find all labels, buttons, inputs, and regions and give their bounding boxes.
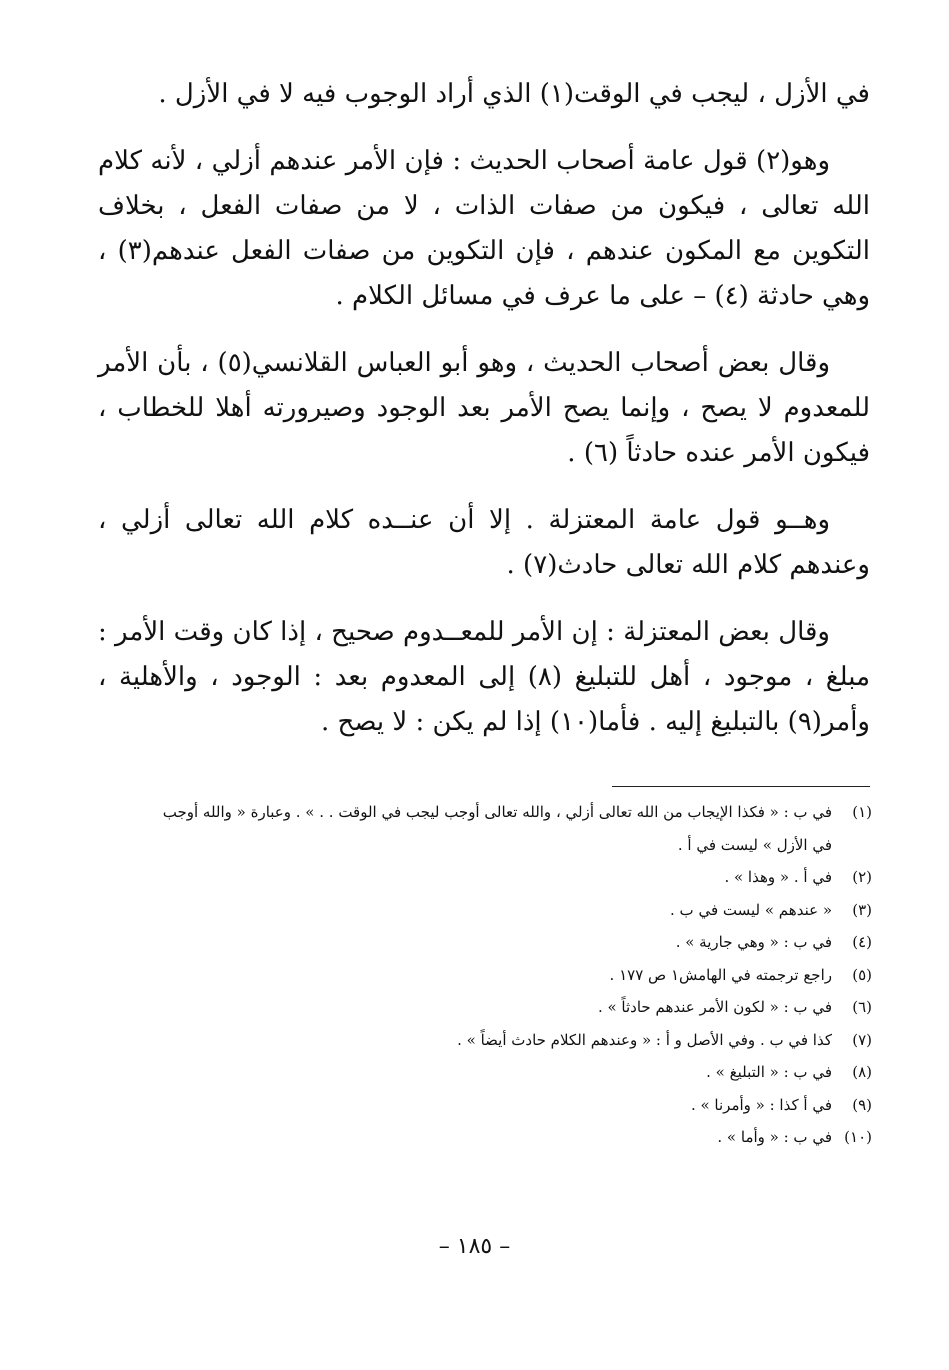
footnote-1-continued <box>92 829 872 862</box>
footnote-number: (١) <box>852 803 872 821</box>
footnote-text: في ب : « وهي جارية » . <box>675 933 832 951</box>
paragraph-1: في الأزل ، ليجب في الوقت(١) الذي أراد الوجوب فيه لا في الأزل . <box>158 79 870 109</box>
paragraph-3: وقال بعض أصحاب الحديث ، وهو أبو العباس القلانسي(٥) ، بأن الأمر للمعدوم لا يصح ، وإنما يصح الأمر بعد الوجود وصيرورته أهلا للخطاب ، فيكون الأمر عنده حادثاً (٦) . <box>98 348 870 468</box>
footnote-text: راجع ترجمته في الهامش١ ص ١٧٧ . <box>609 965 832 984</box>
footnote-2 <box>92 861 872 894</box>
footnote-number: (٨) <box>852 1063 872 1081</box>
footnote-text: في ب : « لكون الأمر عندهم حادثاً » . <box>597 998 832 1016</box>
footnote-text: في ب : « فكذا الإيجاب من الله تعالى أزلي ، والله تعالى أوجب ليجب في الوقت . . » . وعبارة « والله أوجب <box>162 803 832 821</box>
footnote-text: في أ . « وهذا » . <box>724 868 832 886</box>
footnote-number: (٧) <box>852 1030 872 1049</box>
footnote-10 <box>92 1121 872 1154</box>
footnote-8 <box>92 1056 872 1089</box>
footnote-6 <box>92 991 872 1024</box>
footnote-number: (٣) <box>852 900 872 919</box>
footnote-number: (٩) <box>852 1095 872 1114</box>
footnote-text: في ب : « وأما » . <box>717 1128 832 1146</box>
footnote-number: (٦) <box>852 998 872 1016</box>
footnote-divider <box>612 786 870 787</box>
footnote-3 <box>92 894 872 927</box>
footnote-number: (٤) <box>852 933 872 951</box>
footnote-text: في أ كذا : « وأمرنا » . <box>690 1095 832 1114</box>
footnotes-section <box>92 796 872 1154</box>
footnote-number: (٥) <box>852 965 872 984</box>
footnote-text: « عندهم » ليست في ب . <box>670 900 832 919</box>
footnote-text: في ب : « التبليغ » . <box>706 1063 832 1081</box>
footnote-number: (١٠) <box>844 1128 872 1146</box>
paragraph-4: وهــو قول عامة المعتزلة . إلا أن عنــده كلام الله تعالى أزلي ، وعندهم كلام الله تعالى حادث(٧) . <box>98 505 870 580</box>
paragraph-5: وقال بعض المعتزلة : إن الأمر للمعــدوم صحيح ، إذا كان وقت الأمر : مبلغ ، موجود ، أهل للتبليغ (٨) إلى المعدوم بعد : الوجود ، والأهلية ، وأمر(٩) بالتبليغ إليه . فأما(١٠) إذا لم يكن : لا يصح . <box>98 617 871 737</box>
footnote-4 <box>92 926 872 959</box>
main-text-body <box>98 72 870 767</box>
footnote-5 <box>92 959 872 992</box>
footnote-7 <box>92 1024 872 1057</box>
footnote-9 <box>92 1089 872 1122</box>
paragraph-2: وهو(٢) قول عامة أصحاب الحديث : فإن الأمر عندهم أزلي ، لأنه كلام الله تعالى ، فيكون من صفات الذات ، لا من صفات الفعل ، بخلاف التكوين مع المكون عندهم ، فإن التكوين من صفات الفعل عندهم(٣) ، وهي حادثة (٤) – على ما عرف في مسائل الكلام . <box>98 146 870 311</box>
footnote-text: في الأزل » ليست في أ . <box>677 835 832 854</box>
footnote-number: (٢) <box>852 868 872 886</box>
footnote-text: كذا في ب . وفي الأصل و أ : « وعندهم الكلام حادث أيضاً » . <box>457 1030 832 1049</box>
footnote-1 <box>92 796 872 829</box>
page-number: – ١٨٥ – <box>438 1234 511 1259</box>
